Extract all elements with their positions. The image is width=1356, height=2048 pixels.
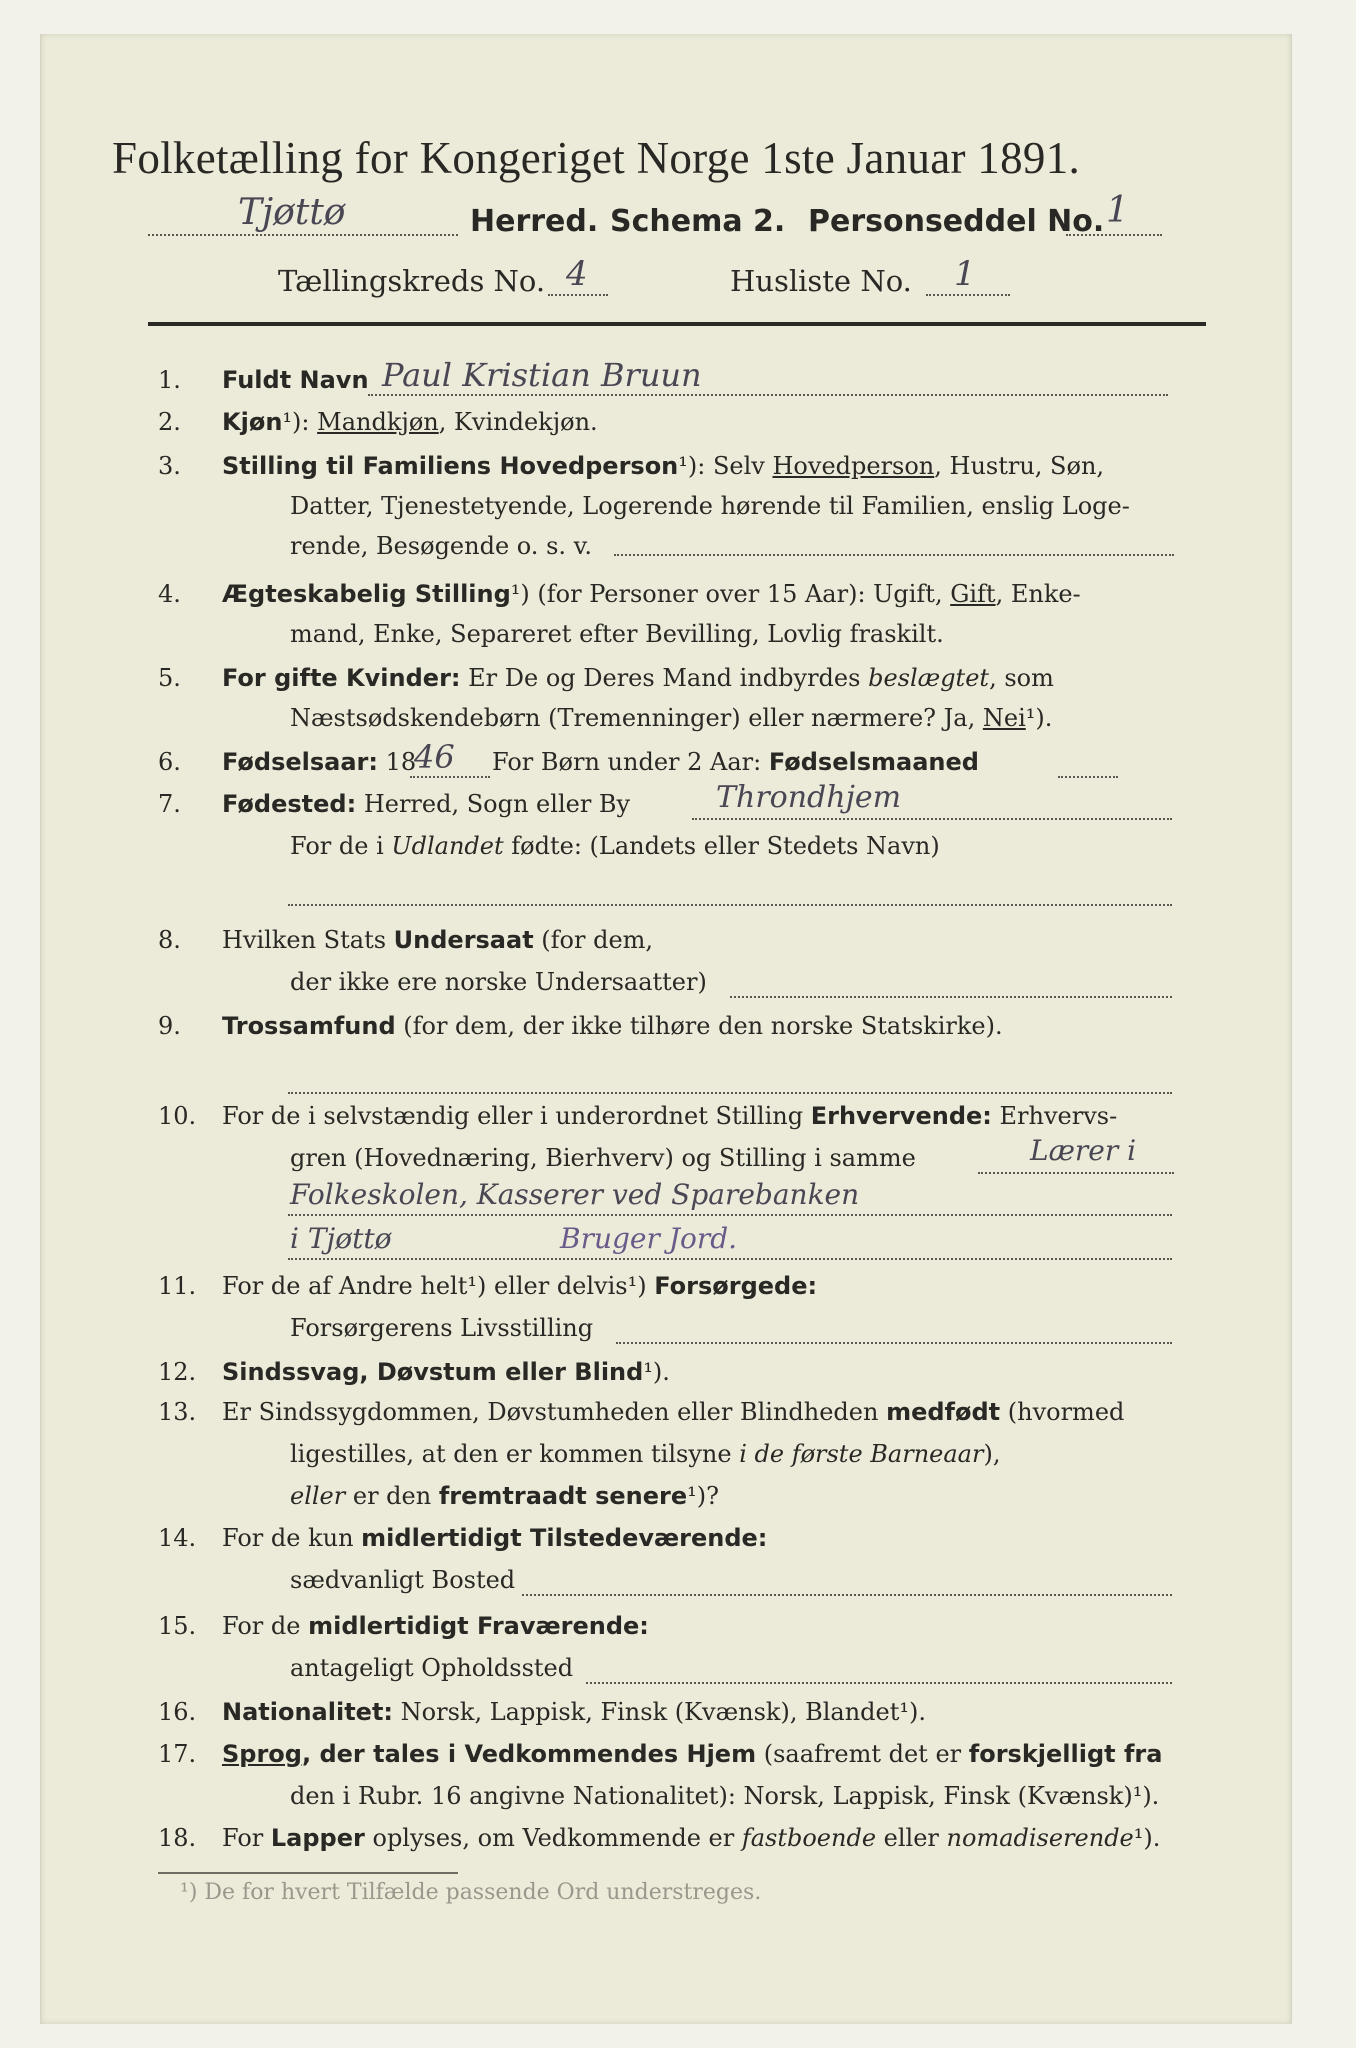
q18-text: For: [222, 1824, 271, 1852]
q7-text: Herred, Sogn eller By: [356, 790, 631, 818]
q11-number: 11.: [158, 1272, 197, 1300]
q18-text-2: oplyses, om Vedkommende er: [364, 1824, 742, 1852]
q6-number: 6.: [158, 748, 181, 776]
q7-number: 7.: [158, 790, 181, 818]
question-15: [0, 1612, 1356, 1694]
q1-label: Fuldt Navn: [222, 366, 369, 394]
q13-label-2: fremtraadt senere: [438, 1482, 688, 1510]
q18-italic-fastboende: fastboende: [741, 1824, 877, 1852]
q17-label-3: forskjelligt fra: [968, 1740, 1163, 1768]
q7-label: Fødested:: [222, 790, 357, 818]
question-16: [0, 1698, 1356, 1738]
q12-number: 12.: [158, 1358, 197, 1386]
q9-label: Trossamfund: [222, 1012, 396, 1040]
q9-number: 9.: [158, 1012, 181, 1040]
question-1: [0, 356, 1356, 406]
q4-selected-gift: Gift: [950, 580, 996, 608]
q9-text: (for dem, der ikke tilhøre den norske Statskirke).: [395, 1012, 1003, 1040]
q17-label: , der tales i Vedkommendes Hjem: [301, 1740, 757, 1768]
q4-label: Ægteskabelig Stilling: [222, 580, 511, 608]
q13-line-3-italic: eller: [290, 1482, 346, 1510]
q6-birth-year: 46: [414, 738, 455, 776]
question-4: [0, 580, 1356, 662]
q2-option-mandkjon: Mandkjøn: [317, 408, 439, 436]
question-7: [0, 780, 1356, 916]
q7-birthplace: Throndhjem: [716, 780, 902, 815]
q10-dotted-line-2: [288, 1214, 1172, 1216]
question-11: [0, 1272, 1356, 1354]
q3-dotted-line: [614, 554, 1174, 556]
q11-dotted-line: [616, 1342, 1172, 1344]
q3-sup: ¹): Selv: [678, 452, 773, 480]
q8-text: Hvilken Stats: [222, 926, 394, 954]
q1-full-name: Paul Kristian Bruun: [382, 356, 702, 394]
q17-text: (saafremt det er: [756, 1740, 969, 1768]
q4-text: ¹) (for Personer over 15 Aar): Ugift,: [510, 580, 951, 608]
q3-rest: , Hustru, Søn,: [934, 452, 1105, 480]
q5-selected-nei: Nei: [982, 704, 1026, 732]
q16-number: 16.: [158, 1698, 197, 1726]
q5-text: Er De og Deres Mand indbyrdes: [460, 664, 869, 692]
question-9: [0, 1012, 1356, 1102]
q6-month-dotted-line: [1058, 776, 1118, 778]
q8-number: 8.: [158, 926, 181, 954]
q5-label: For gifte Kvinder:: [222, 664, 461, 692]
husliste-label: Husliste No.: [730, 264, 912, 298]
q14-text: For de kun: [222, 1524, 362, 1552]
q16-label: Nationalitet:: [222, 1698, 394, 1726]
q14-line-2: sædvanligt Bosted: [290, 1566, 516, 1594]
q13-line-2: ligestilles, at den er kommen tilsyne: [290, 1440, 740, 1468]
q8-line-2: der ikke ere norske Undersaatter): [290, 968, 707, 996]
q2-number: 2.: [158, 408, 181, 436]
q5-number: 5.: [158, 664, 181, 692]
q13-number: 13.: [158, 1398, 197, 1426]
q11-text: For de af Andre helt¹) eller delvis¹): [222, 1272, 655, 1300]
schema-label: Schema 2.: [610, 204, 786, 239]
q3-line-3: rende, Besøgende o. s. v.: [290, 532, 592, 560]
q13-text: Er Sindssygdommen, Døvstumheden eller Blindheden: [222, 1398, 887, 1426]
q13-text-2: (hvormed: [1000, 1398, 1125, 1426]
footnote-separator: [158, 1872, 458, 1874]
husliste-dotted-line: [926, 294, 1010, 296]
q7-line-2-end: fødte: (Landets eller Stedets Navn): [503, 832, 940, 860]
q7-line-2: For de i: [290, 832, 392, 860]
q15-number: 15.: [158, 1612, 197, 1640]
personseddel-dotted-line: [1066, 234, 1162, 236]
q6-label: Fødselsaar:: [222, 748, 378, 776]
q14-number: 14.: [158, 1524, 197, 1552]
personseddel-label: Personseddel No.: [808, 204, 1105, 239]
herred-label: Herred.: [470, 204, 599, 239]
q14-dotted-line: [522, 1594, 1172, 1596]
question-12: [0, 1358, 1356, 1398]
q13-line-3: er den: [345, 1482, 439, 1510]
q17-line-2: den i Rubr. 16 angivne Nationalitet): Norsk, Lappisk, Finsk (Kvænsk)¹).: [290, 1782, 1160, 1810]
q4-number: 4.: [158, 580, 181, 608]
q10-dotted-line-1: [978, 1172, 1174, 1174]
q17-label-sprog: Sprog: [222, 1740, 302, 1768]
q10-occupation-3: i Tjøttø: [290, 1222, 392, 1255]
q6-label-2: Fødselsmaaned: [768, 748, 979, 776]
q3-line-2: Datter, Tjenestetyende, Logerende hørende til Familien, enslig Loge-: [290, 492, 1130, 520]
q10-number: 10.: [158, 1102, 197, 1130]
header-line-tellingskreds: [278, 254, 1078, 306]
form-title: Folketælling for Kongeriget Norge 1ste Januar 1891.: [112, 133, 1081, 183]
q4-text-2: , Enke-: [995, 580, 1081, 608]
q5-italic-beslaegtet: beslægtet: [868, 664, 990, 692]
q4-line-2: mand, Enke, Separeret efter Bevilling, Lovlig fraskilt.: [290, 620, 944, 648]
q10-label: Erhvervende:: [810, 1102, 992, 1130]
q10-occupation-4: Bruger Jord.: [560, 1222, 738, 1255]
tellingskreds-dotted-line: [548, 294, 608, 296]
q7-dotted-line-2: [288, 904, 1172, 906]
herred-dotted-line: [148, 234, 458, 236]
q18-text-4: ¹).: [1133, 1824, 1161, 1852]
q11-label: Forsørgede:: [654, 1272, 818, 1300]
question-14: [0, 1524, 1356, 1606]
q12-label: Sindssvag, Døvstum eller Blind: [222, 1358, 644, 1386]
tellingskreds-label: Tællingskreds No.: [278, 264, 546, 298]
q13-line-2-end: ),: [983, 1440, 1001, 1468]
q10-line-2: gren (Hovednæring, Bierhverv) og Stilling i samme: [290, 1144, 916, 1172]
q3-label: Stilling til Familiens Hovedperson: [222, 452, 679, 480]
herred-name: Tjøttø: [238, 192, 346, 233]
q1-dotted-line: [368, 394, 1168, 396]
q8-label: Undersaat: [393, 926, 534, 954]
header-rule: [148, 322, 1206, 326]
footnote: ¹) De for hvert Tilfælde passende Ord understreges.: [180, 1880, 762, 1905]
q1-number: 1.: [158, 366, 181, 394]
q2-sup: ¹):: [282, 408, 310, 436]
q15-text: For de: [222, 1612, 309, 1640]
q14-label: midlertidigt Tilstedeværende:: [361, 1524, 768, 1552]
q18-italic-nomadiserende: nomadiserende: [946, 1824, 1134, 1852]
q3-selected-hovedperson: Hovedperson: [772, 452, 935, 480]
question-2: [0, 408, 1356, 448]
q12-text: ¹).: [643, 1358, 670, 1386]
q5-line-2: Næstsødskendebørn (Tremenninger) eller nærmere? Ja,: [290, 704, 983, 732]
header-line-herred: [148, 190, 1178, 248]
q18-label: Lapper: [270, 1824, 365, 1852]
q2-option-kvindekjon: , Kvindekjøn.: [438, 408, 598, 436]
question-5: [0, 664, 1356, 746]
q18-text-3: eller: [876, 1824, 947, 1852]
question-10: [0, 1102, 1356, 1272]
q13-italic: i de første Barneaar: [739, 1440, 984, 1468]
q10-dotted-line-3: [288, 1258, 1172, 1260]
personseddel-no: 1: [1106, 190, 1129, 231]
q10-occupation-1: Lærer i: [1030, 1134, 1137, 1167]
q13-label: medfødt: [886, 1398, 1001, 1426]
question-18: [0, 1824, 1356, 1864]
q5-line-2-end: ¹).: [1025, 704, 1053, 732]
q7-dotted-line: [692, 818, 1172, 820]
q13-line-3-end: ¹)?: [687, 1482, 719, 1510]
q8-dotted-line: [730, 996, 1172, 998]
q5-text-2: , som: [989, 664, 1054, 692]
q9-dotted-line: [288, 1092, 1172, 1094]
q16-text: Norsk, Lappisk, Finsk (Kvænsk), Blandet¹).: [393, 1698, 926, 1726]
question-17: [0, 1740, 1356, 1822]
q15-line-2: antageligt Opholdssted: [290, 1654, 574, 1682]
q6-text: For Børn under 2 Aar:: [492, 748, 769, 776]
q10-text-2: Erhvervs-: [991, 1102, 1118, 1130]
question-8: [0, 926, 1356, 1008]
q6-dotted-line: [410, 776, 490, 778]
q15-dotted-line: [586, 1682, 1172, 1684]
q18-number: 18.: [158, 1824, 197, 1852]
q3-number: 3.: [158, 452, 181, 480]
q8-text-2: (for dem,: [533, 926, 654, 954]
q2-label: Kjøn: [222, 408, 283, 436]
tellingskreds-no: 4: [566, 254, 588, 294]
q7-italic-udlandet: Udlandet: [391, 832, 504, 860]
q15-label: midlertidigt Fraværende:: [308, 1612, 649, 1640]
question-13: [0, 1398, 1356, 1522]
q10-text: For de i selvstændig eller i underordnet Stilling: [222, 1102, 811, 1130]
q17-number: 17.: [158, 1740, 197, 1768]
q11-line-2: Forsørgerens Livsstilling: [290, 1314, 594, 1342]
question-3: [0, 452, 1356, 576]
q10-occupation-2: Folkeskolen, Kasserer ved Sparebanken: [290, 1178, 860, 1211]
question-6: [0, 738, 1356, 788]
q6-prefix: 18: [378, 748, 417, 776]
husliste-no: 1: [954, 254, 976, 294]
